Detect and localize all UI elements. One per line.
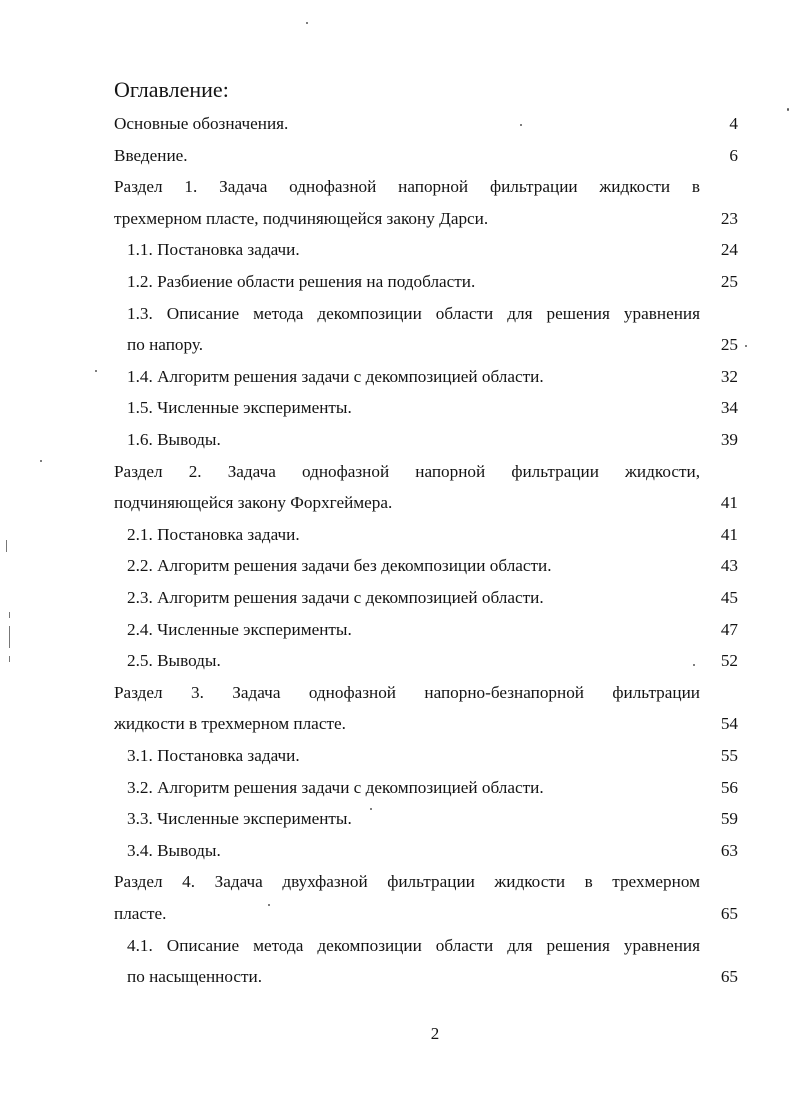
- scan-speck: [268, 904, 270, 906]
- toc-section-line: Раздел 4. Задача двухфазной фильтрации жидкости в трехмерном: [114, 872, 700, 891]
- toc-subsection-line: 3.4. Выводы.: [127, 841, 221, 860]
- toc-page-number: 25: [720, 335, 738, 354]
- toc-section-line: Раздел 3. Задача однофазной напорно-безнапорной фильтрации: [114, 683, 700, 702]
- toc-page-number: 39: [720, 430, 738, 449]
- toc-page-number: 45: [720, 588, 738, 607]
- toc-section-line: трехмерном пласте, подчиняющейся закону Дарси.: [114, 209, 489, 228]
- toc-page-number: 59: [720, 809, 738, 828]
- toc-page-number: 23: [720, 209, 738, 228]
- toc-subsection-line: 3.2. Алгоритм решения задачи с декомпозицией области.: [127, 778, 544, 797]
- toc-subsection-line: 3.3. Численные эксперименты.: [127, 809, 352, 828]
- toc-page-number: 65: [720, 904, 738, 923]
- toc-title: Оглавление:: [114, 77, 229, 102]
- scan-speck: [306, 22, 308, 24]
- toc-page-number: 52: [720, 651, 738, 670]
- toc-subsection-line: 2.2. Алгоритм решения задачи без декомпозиции области.: [127, 556, 552, 575]
- scan-speck: [40, 460, 42, 462]
- toc-page-number: 54: [720, 714, 738, 733]
- toc-page-number: 34: [720, 398, 738, 417]
- scan-speck: [95, 370, 97, 372]
- toc-subsection-line: 1.6. Выводы.: [127, 430, 221, 449]
- toc-page-number: 55: [720, 746, 738, 765]
- scan-mark: [6, 540, 7, 552]
- scan-mark: [9, 612, 10, 618]
- toc-page-number: 4: [729, 114, 738, 133]
- toc-section-line: Раздел 1. Задача однофазной напорной фильтрации жидкости в: [114, 177, 700, 196]
- scan-mark: [9, 626, 10, 648]
- toc-section-line: жидкости в трехмерном пласте.: [114, 714, 346, 733]
- toc-subsection-line: 1.4. Алгоритм решения задачи с декомпозицией области.: [127, 367, 544, 386]
- toc-page-number: 41: [720, 525, 738, 544]
- toc-page-number: 56: [720, 778, 738, 797]
- toc-subsection-line: 2.1. Постановка задачи.: [127, 525, 300, 544]
- toc-section-line: Раздел 2. Задача однофазной напорной фильтрации жидкости,: [114, 462, 700, 481]
- toc-subsection-line: 2.4. Численные эксперименты.: [127, 620, 352, 639]
- toc-subsection-line: 1.5. Численные эксперименты.: [127, 398, 352, 417]
- scan-speck: [370, 808, 372, 810]
- toc-section-line: Основные обозначения.: [114, 114, 289, 133]
- toc-page-number: 47: [720, 620, 738, 639]
- toc-section-line: подчиняющейся закону Форхгеймера.: [114, 493, 393, 512]
- toc-subsection-line: 1.2. Разбиение области решения на подобласти.: [127, 272, 476, 291]
- toc-subsection-line: 1.1. Постановка задачи.: [127, 240, 300, 259]
- toc-page-number: 63: [720, 841, 738, 860]
- toc-subsection-line: 2.5. Выводы.: [127, 651, 221, 670]
- scan-speck: [520, 124, 522, 126]
- toc-subsection-line: 2.3. Алгоритм решения задачи с декомпозицией области.: [127, 588, 544, 607]
- toc-page-number: 25: [720, 272, 738, 291]
- page-number: 2: [430, 1024, 440, 1043]
- scan-mark: [9, 656, 10, 662]
- toc-page-number: 6: [729, 146, 738, 165]
- scan-speck: [693, 664, 695, 666]
- toc-subsection-line: 1.3. Описание метода декомпозиции области для решения уравнения: [127, 304, 700, 323]
- toc-subsection-line: 4.1. Описание метода декомпозиции области для решения уравнения: [127, 936, 700, 955]
- scan-speck: [787, 108, 789, 111]
- scan-speck: [745, 345, 747, 347]
- toc-subsection-line: по насыщенности.: [127, 967, 263, 986]
- toc-subsection-line: по напору.: [127, 335, 204, 354]
- toc-page-number: 32: [720, 367, 738, 386]
- toc-page-number: 65: [720, 967, 738, 986]
- toc-section-line: пласте.: [114, 904, 167, 923]
- toc-section-line: Введение.: [114, 146, 188, 165]
- toc-page-number: 43: [720, 556, 738, 575]
- toc-page-number: 41: [720, 493, 738, 512]
- toc-subsection-line: 3.1. Постановка задачи.: [127, 746, 300, 765]
- toc-page-number: 24: [720, 240, 738, 259]
